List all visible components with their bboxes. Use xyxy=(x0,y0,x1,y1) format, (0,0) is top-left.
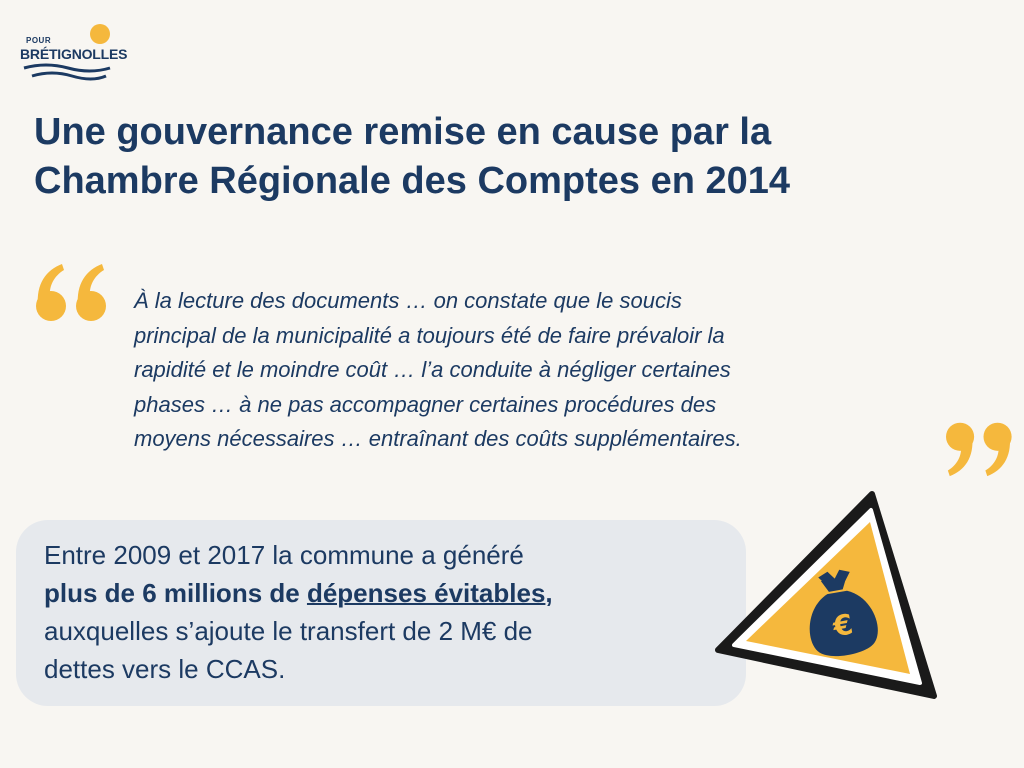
logo-pour-text: POUR xyxy=(26,36,52,45)
quote-line: moyens nécessaires … entraînant des coûts supplémentaires. xyxy=(134,426,742,451)
info-comma: , xyxy=(545,578,553,608)
close-quote-icon xyxy=(938,418,1014,478)
quote-line: À la lecture des documents … on constate que le soucis xyxy=(134,288,682,313)
sun-icon xyxy=(90,24,110,44)
info-underlined-text: dépenses évitables xyxy=(306,578,546,608)
waves-icon xyxy=(22,62,112,84)
info-line-4: dettes vers le CCAS. xyxy=(44,654,286,684)
info-text xyxy=(44,536,724,688)
title-line-1: Une gouvernance remise en cause par la xyxy=(34,111,772,153)
info-line-2 xyxy=(44,574,724,612)
logo-brand-text: BRÉTIGNOLLES xyxy=(20,46,128,62)
page-title xyxy=(34,108,994,206)
euro-symbol: € xyxy=(830,607,856,644)
quote-line: principal de la municipalité a toujours été de faire prévaloir la xyxy=(134,322,725,348)
info-highlight-text: plus de 6 millions de xyxy=(44,578,307,608)
info-line-3: auxquelles s’ajoute le transfert de 2 M€ de xyxy=(44,616,533,646)
quote-text xyxy=(134,284,934,457)
warning-triangle-money-bag-icon xyxy=(712,490,940,702)
quote-line: rapidité et le moindre coût … l’a conduite à négliger certaines xyxy=(134,357,731,382)
brand-logo xyxy=(20,22,128,90)
info-line-1: Entre 2009 et 2017 la commune a généré xyxy=(44,540,524,570)
title-line-2: Chambre Régionale des Comptes en 2014 xyxy=(34,160,791,202)
quote-line: phases … à ne pas accompagner certaines procédures des xyxy=(134,391,717,417)
open-quote-icon xyxy=(34,262,114,326)
